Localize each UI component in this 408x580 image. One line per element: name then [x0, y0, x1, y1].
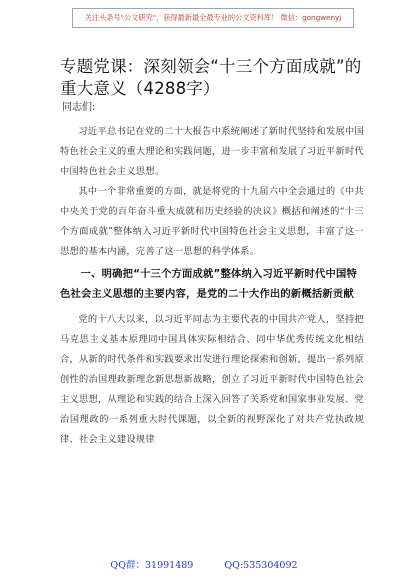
- footer-qq-contact: QQ:535304092: [224, 560, 298, 571]
- document-title: 专题党课：深刻领会“十三个方面成就”的重大意义（4288字）: [60, 57, 362, 98]
- paragraph-1: 习近平总书记在党的二十大报告中系统阐述了新时代坚持和发展中国特色社会主义的重大理论和实践问题，进一步丰富和发展了习近平新时代中国特色社会主义思想。: [60, 126, 364, 177]
- footer: [0, 557, 408, 571]
- paragraph-3: 党的十八大以来，以习近平同志为主要代表的中国共产党人，坚持把马克思主义基本原理同中国具体实际相结合、同中华优秀传统文化相结合，从新的时代条件和实践要求出发进行理论探索和创新，提出一系列原创性的治国理政新理念新思想新战略，创立了习近平新时代中国特色社会主义思想，从理论和实践的结合上深入回答了关系党和国家事业发展、党治国理政的一系列重大时代课题，以全新的视野深化了对共产党执政规律、社会主义建设规律: [60, 314, 364, 445]
- section-heading-1: 一、明确把“十三个方面成就”整体纳入习近平新时代中国特色社会主义思想的主要内容，是党的二十大作出的新概括新贡献: [60, 268, 357, 300]
- header-banner: [72, 8, 354, 28]
- banner-text: 关注头条号"公文研究"，获得最新最全最专业的公文资料库！ 微信：gongwenyj: [84, 13, 342, 22]
- footer-qq-group: QQ群：31991489: [110, 560, 194, 571]
- salutation: 同志们:: [62, 102, 96, 113]
- document-body: [60, 56, 364, 450]
- paragraph-2: 其中一个非常重要的方面，就是将党的十九届六中全会通过的《中共中央关于党的百年奋斗重大成就和历史经验的决议》概括和阐述的“十三个方面成就”整体纳入习近平新时代中国特色社会主义思想，丰富了这一思想的基本内涵，完善了这一思想的科学体系。: [60, 186, 364, 257]
